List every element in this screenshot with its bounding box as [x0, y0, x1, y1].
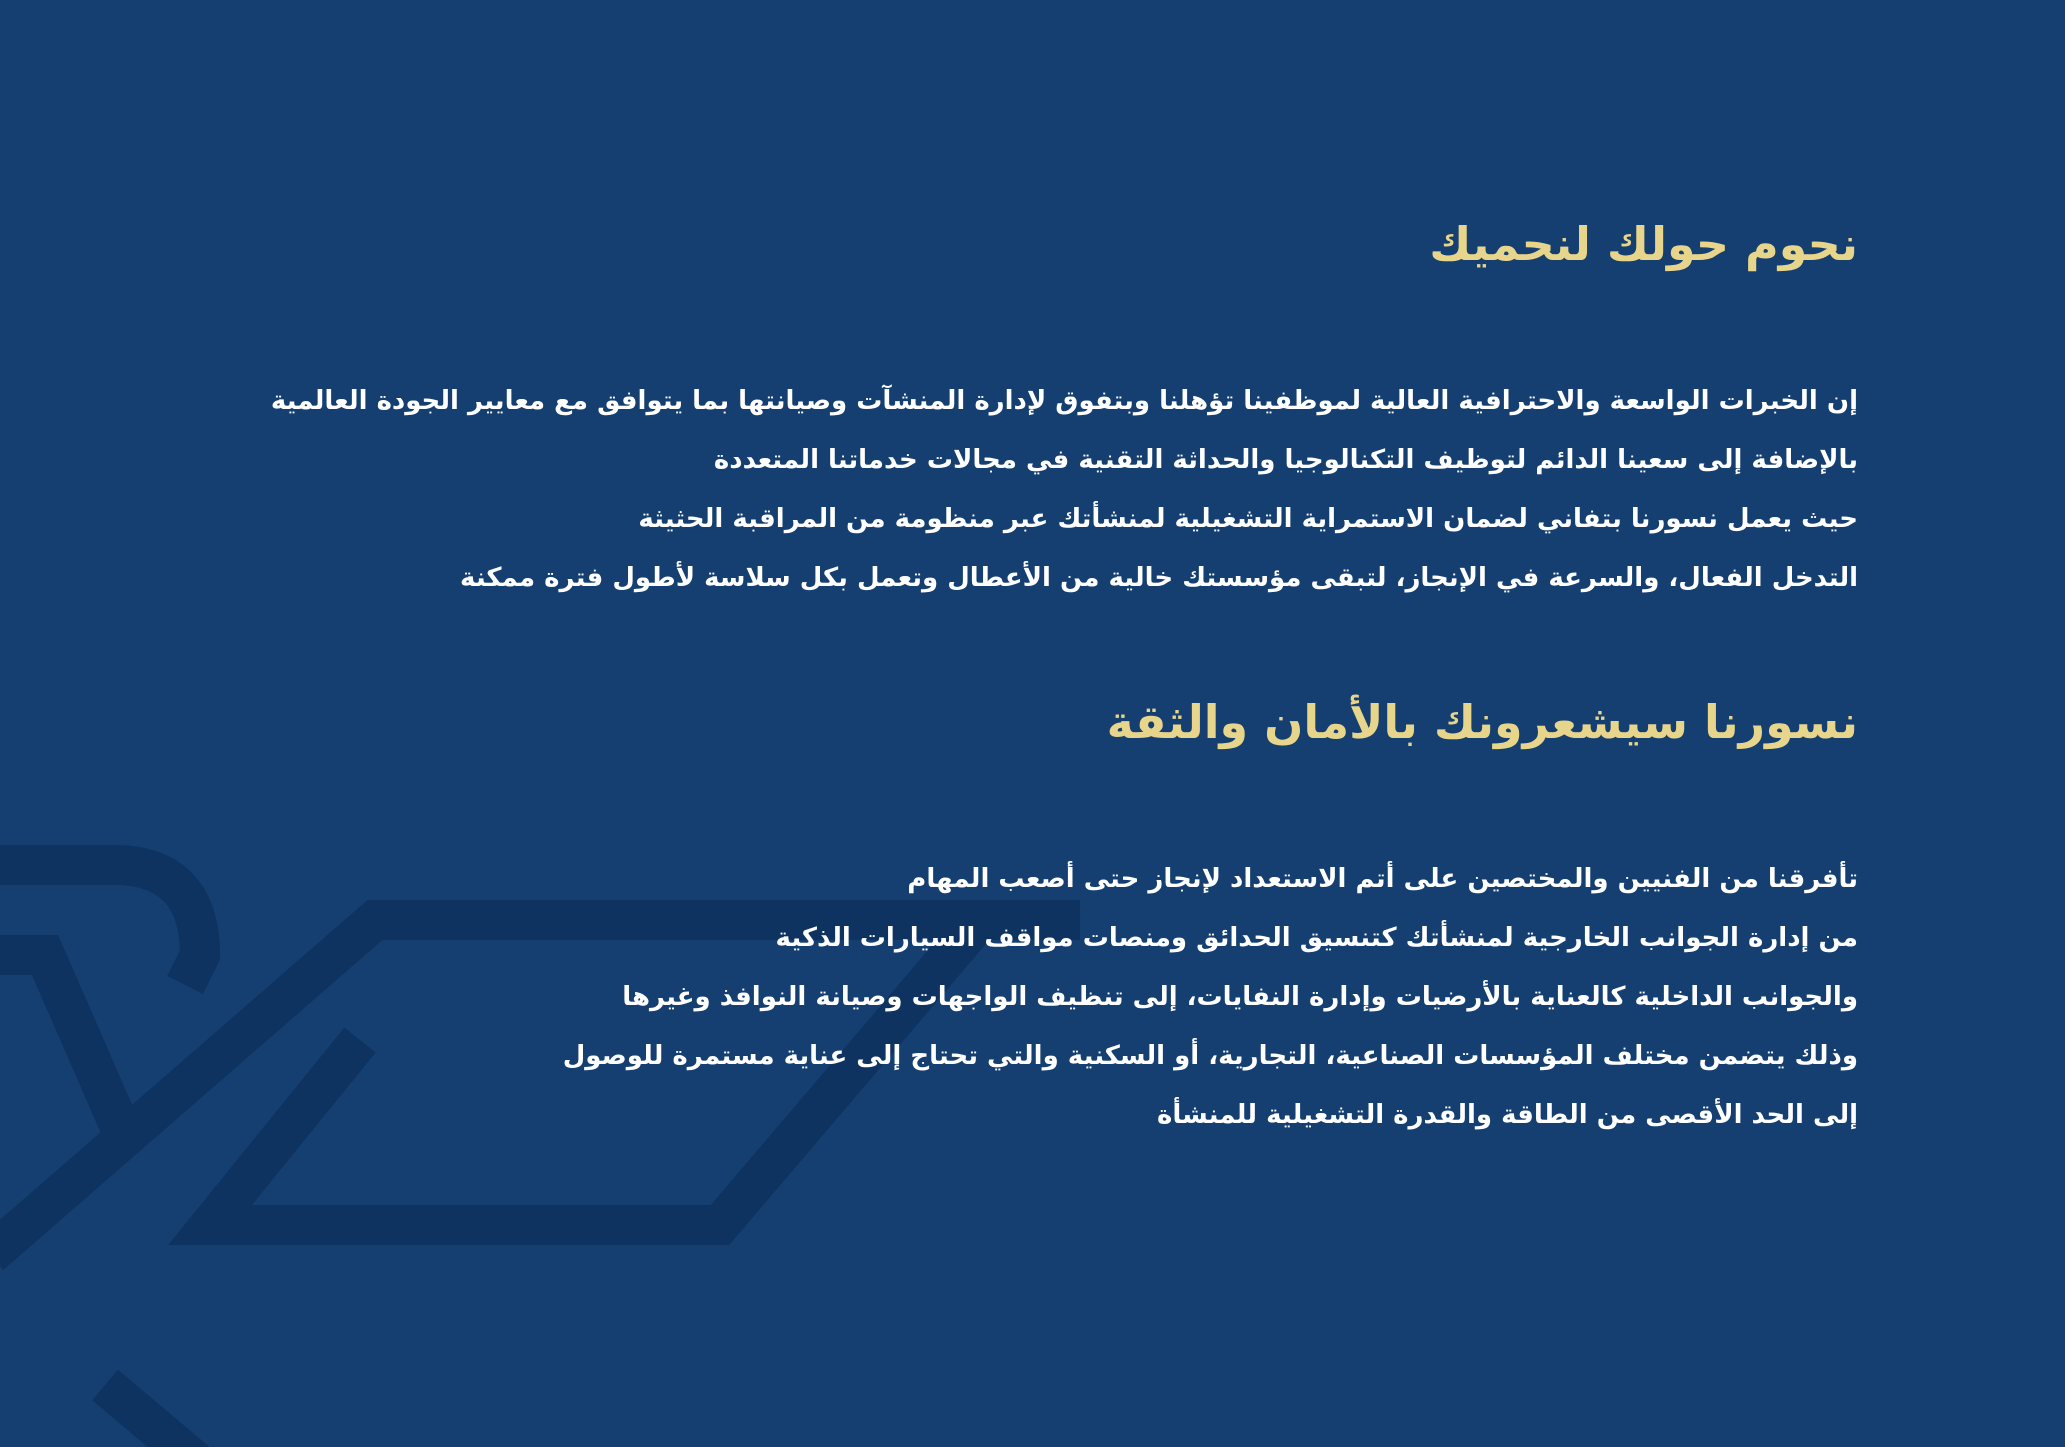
section-body-expertise	[271, 372, 1858, 608]
body-line: إن الخبرات الواسعة والاحترافية العالية لموظفينا تؤهلنا وبتفوق لإدارة المنشآت وصيانتها بما يتوافق مع معايير الجودة العالمية	[270, 386, 1858, 416]
body-line: تأفرقنا من الفنيين والمختصين على أتم الاستعداد لإنجاز حتى أصعب المهام	[907, 864, 1858, 894]
body-line: إلى الحد الأقصى من الطاقة والقدرة التشغيلية للمنشأة	[1157, 1100, 1858, 1130]
section-heading-protect: نحوم حولك لنحميك	[1429, 217, 1858, 271]
body-line: حيث يعمل نسورنا بتفاني لضمان الاستمراية التشغيلية لمنشأتك عبر منظومة من المراقبة الحثيثة	[638, 504, 1858, 534]
section-heading-safety: نسورنا سيشعرونك بالأمان والثقة	[1106, 695, 1858, 749]
body-line: بالإضافة إلى سعينا الدائم لتوظيف التكنالوجيا والحداثة التقنية في مجالات خدماتنا المتعددة	[713, 445, 1858, 475]
body-line: وذلك يتضمن مختلف المؤسسات الصناعية، التجارية، أو السكنية والتي تحتاج إلى عناية مستمرة للوصول	[562, 1041, 1858, 1071]
body-line: والجوانب الداخلية كالعناية بالأرضيات وإدارة النفايات، إلى تنظيف الواجهات وصيانة النوافذ وغيرها	[622, 982, 1858, 1012]
body-line: التدخل الفعال، والسرعة في الإنجاز، لتبقى مؤسستك خالية من الأعطال وتعمل بكل سلاسة لأطول فترة ممكنة	[460, 563, 1858, 593]
body-line: من إدارة الجوانب الخارجية لمنشأتك كتنسيق الحدائق ومنصات مواقف السيارات الذكية	[775, 923, 1858, 953]
section-body-services	[563, 850, 1858, 1145]
